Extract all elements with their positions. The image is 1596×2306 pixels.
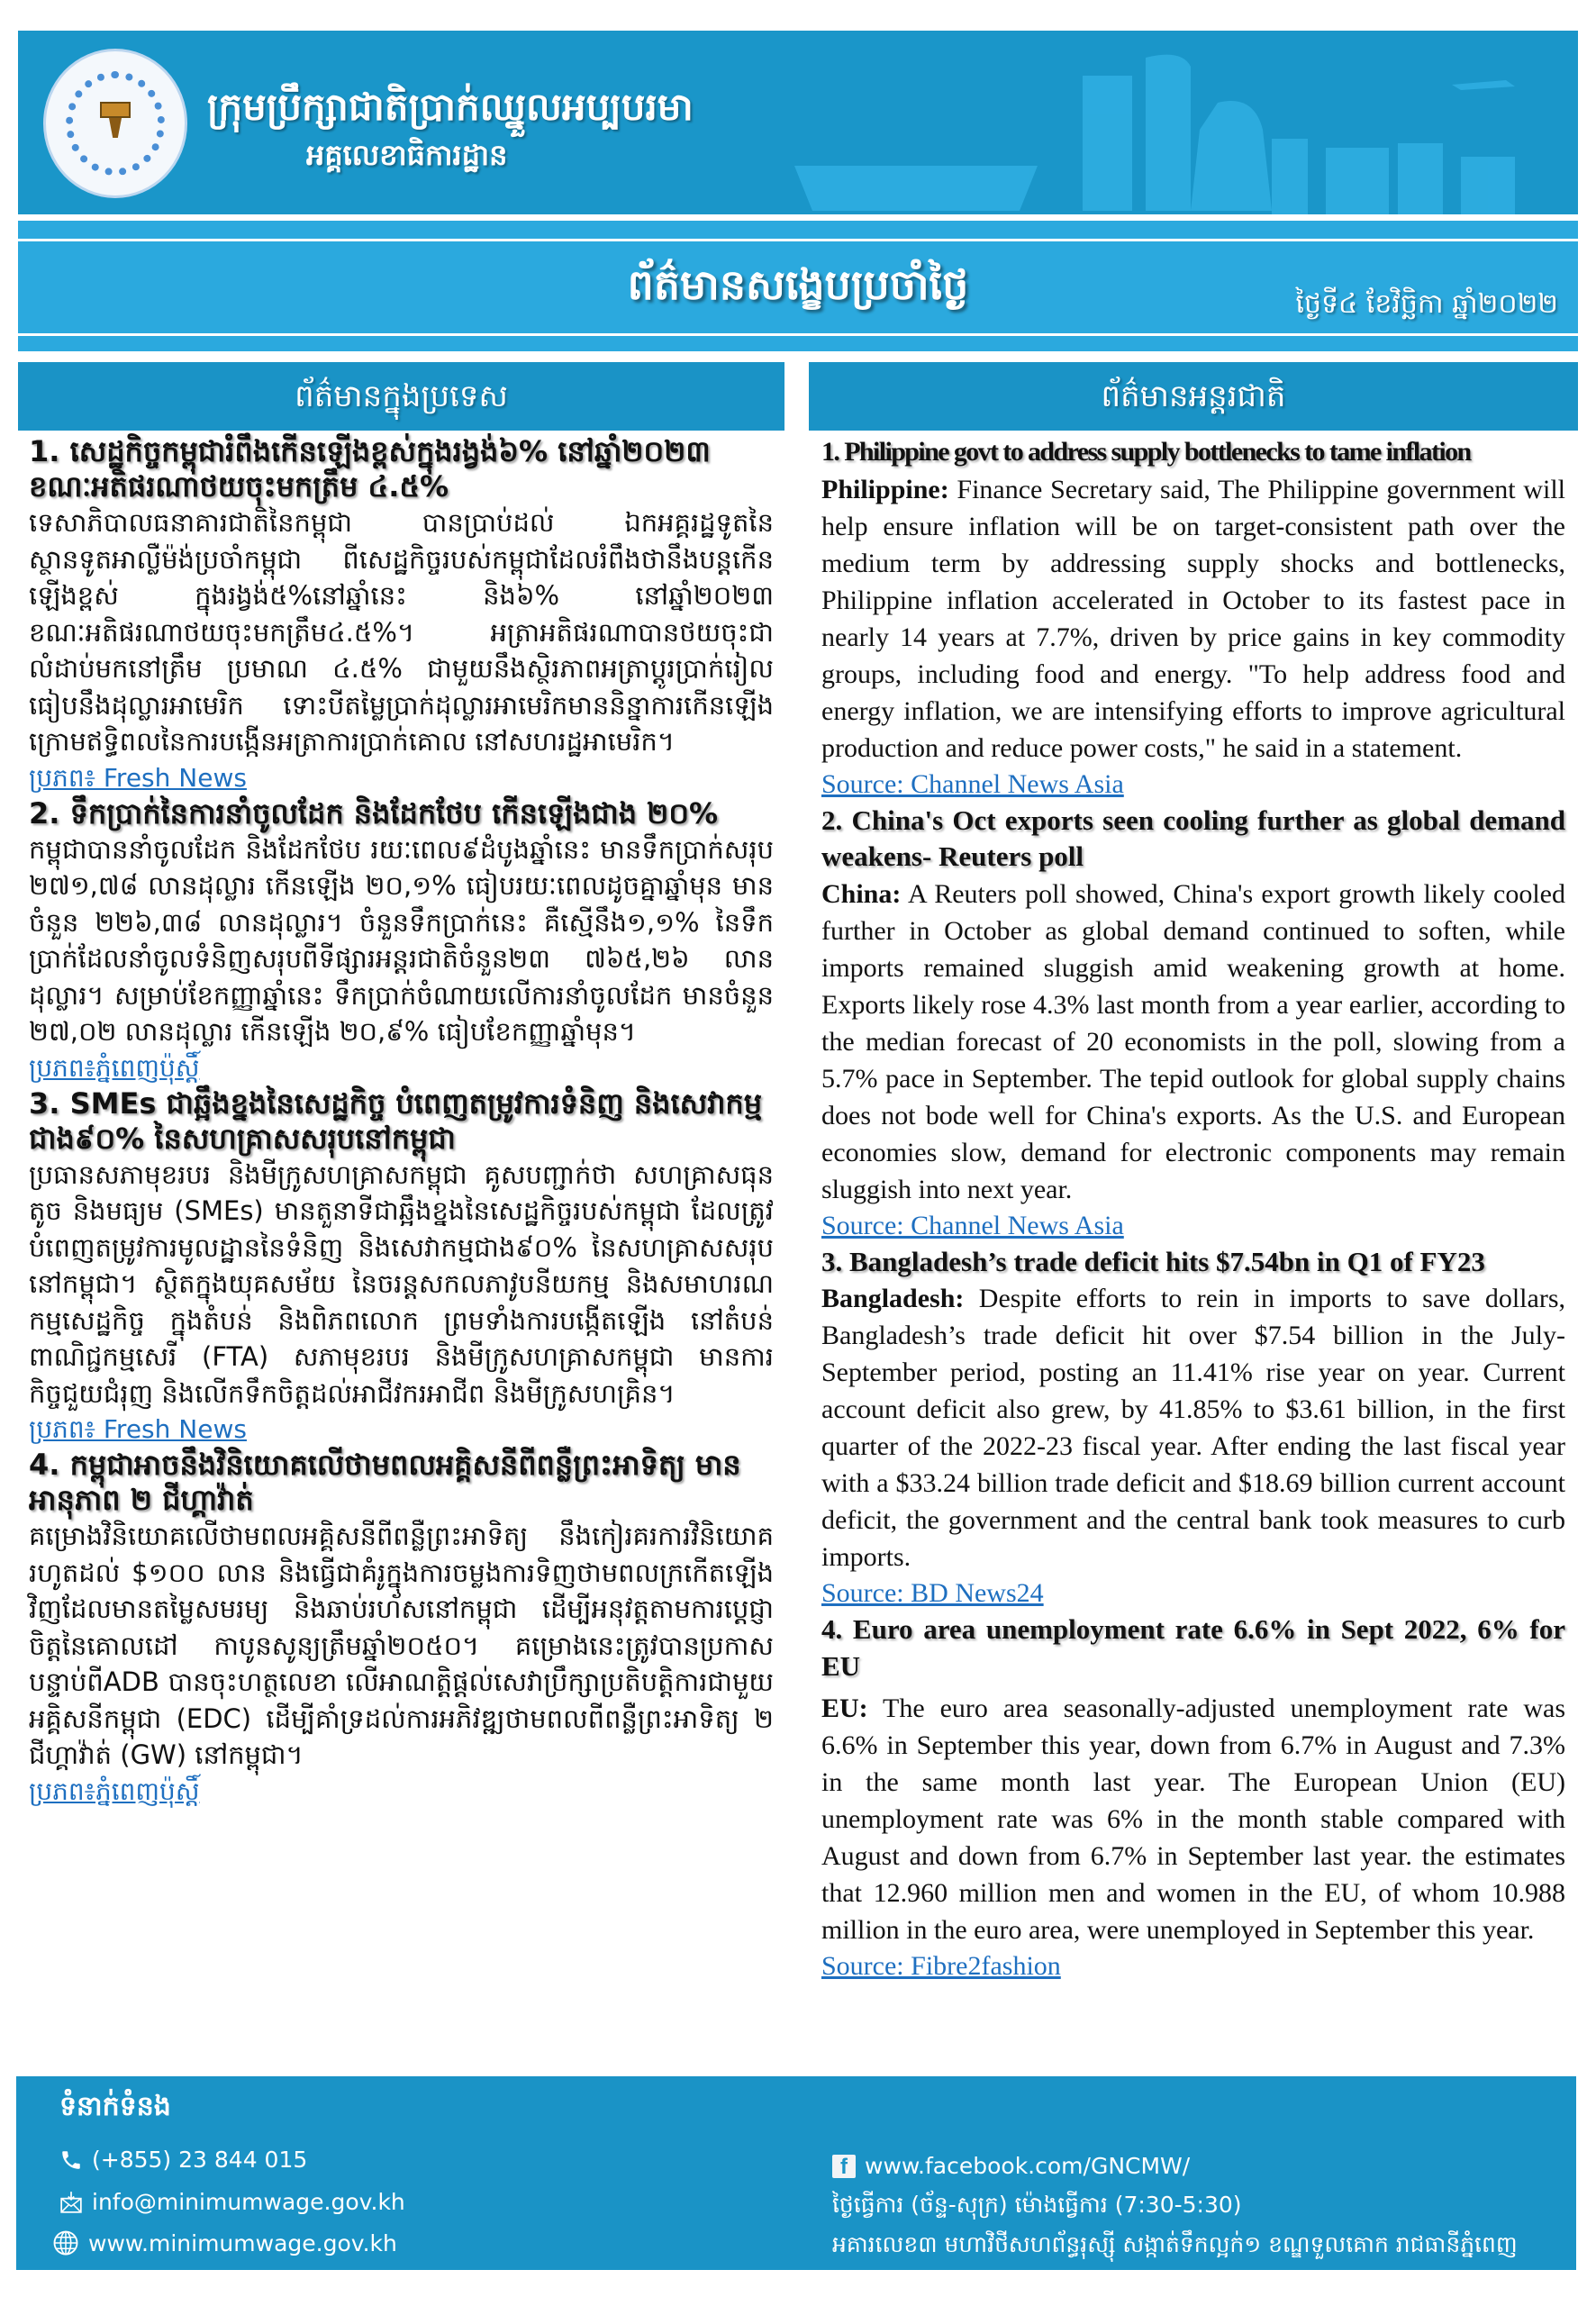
- logo-emblem: [100, 102, 131, 145]
- article-source-link[interactable]: ប្រភព៖ភ្នំពេញប៉ុស្តិ៍: [29, 1775, 200, 1806]
- article-body: ទេសាភិបាលធនាគារជាតិនៃកម្ពុជា បានប្រាប់ដល់ ឯកអគ្គរដ្ឋទូតនៃស្ថានទូតអាល្លឺម៉ង់ប្រចាំកម្ពុជា ពីសេដ្ឋកិច្ចរបស់កម្ពុជាដែលរំពឹងថានឹងបន្តកើនឡើងខ្ពស់ ក្នុងរង្វង់៥%នៅឆ្នាំនេះ និង៦% នៅឆ្នាំ២០២៣ ខណៈអតិផរណាថយចុះមកត្រឹម៤.៥%។ អត្រាអតិផរណាបានថយចុះជាលំដាប់មកនៅត្រឹម ប្រមាណ ៤.៥% ជាមួយនឹងស្ថិរភាពអត្រាប្តូរប្រាក់រៀល ធៀបនឹងដុល្លារអាមេរិក ទោះបីតម្លៃប្រាក់ដុល្លារអាមេរិកមាននិន្នាការកើនឡើង ក្រោមឥទ្ធិពលនៃការបង្កើនអត្រាការប្រាក់គោល នៅសហរដ្ឋអាមេរិក។: [29, 507, 774, 757]
- working-hours: ថ្ងៃធ្វើការ (ច័ន្ទ-សុក្រ) ម៉ោងធ្វើការ (7:30-5:30): [832, 2192, 1242, 2218]
- article-source-link[interactable]: Source: Channel News Asia: [821, 768, 1124, 799]
- domestic-article: [29, 1086, 774, 1448]
- skyline-illustration: [767, 31, 1578, 214]
- facebook-contact: [832, 2153, 1190, 2179]
- organization-logo: [43, 49, 187, 198]
- article-source-link[interactable]: ប្រភព៖ Fresh News: [29, 1414, 247, 1444]
- domestic-article: [29, 1448, 774, 1810]
- domestic-article: [29, 796, 774, 1086]
- mail-icon: [59, 2191, 83, 2214]
- article-text: The euro area seasonally-adjusted unemployment rate was 6.6% in September this year, down from 6.7% in August and 7.3% in the same month last year. The European Union (EU) unemployment rate was 6% in the month stable compared with August and down from 6.7% in September last year. the estimates that 12.960 million men and women in the EU, of whom 10.988 million in the euro area, were unemployed in September this year.: [821, 1693, 1565, 1945]
- globe-icon: [52, 2229, 79, 2256]
- article-source-link[interactable]: ប្រភព៖ភ្នំពេញប៉ុស្តិ៍: [29, 1052, 200, 1083]
- article-source-link[interactable]: Source: BD News24: [821, 1578, 1044, 1608]
- article-title: 2. China's Oct exports seen cooling further as global demand weakens- Reuters poll: [821, 803, 1565, 872]
- international-article: [821, 803, 1565, 1244]
- domestic-article: [29, 434, 774, 796]
- article-body: [821, 1280, 1565, 1575]
- website-contact: [52, 2229, 397, 2256]
- facebook-icon: f: [832, 2155, 856, 2178]
- article-title: 1. សេដ្ឋកិច្ចកម្ពុជារំពឹងកើនឡើងខ្ពស់ក្នុងរង្វង់៦% នៅឆ្នាំ២០២៣ ខណៈអតិផរណាថយចុះមកត្រឹម ៤.៥%: [29, 434, 711, 504]
- title-band: [18, 241, 1578, 333]
- article-title: 3. Bangladesh’s trade deficit hits $7.54bn in Q1 of FY23: [821, 1245, 1485, 1277]
- title-band-bottom: [18, 336, 1578, 351]
- article-body: ប្រធានសភាមុខរបរ និងមីក្រូសហគ្រាសកម្ពុជា គូសបញ្ជាក់ថា សហគ្រាសធុនតូច និងមធ្យម (SMEs) មានតួនាទីជាឆ្អឹងខ្នងនៃសេដ្ឋកិច្ចរបស់កម្ពុជា ដែលត្រូវបំពេញតម្រូវការមូលដ្ឋាននៃទំនិញ និងសេវាកម្មជាង៩០% នៃសហគ្រាសសរុបនៅកម្ពុជា។ ស្ថិតក្នុងយុគសម័យ នៃចរន្តសកលភាវូបនីយកម្ម និងសមាហរណកម្មសេដ្ឋកិច្ច ក្នុងតំបន់ និងពិភពលោក ព្រមទាំងការបង្កើតឡើង នៅតំបន់ពាណិជ្ជកម្មសេរី (FTA) សភាមុខរបរ និងមីក្រូសហគ្រាសកម្ពុជា មានការកិច្ចជួយជំរុញ និងលើកទឹកចិត្តដល់អាជីវករអាជីព និងមីក្រូសហគ្រិន។: [29, 1158, 774, 1409]
- phone-icon: [59, 2148, 83, 2172]
- email-address[interactable]: info@minimumwage.gov.kh: [92, 2189, 405, 2215]
- domestic-news-column: [18, 362, 784, 1810]
- email-contact: [59, 2189, 405, 2215]
- phone-contact: [59, 2147, 307, 2173]
- article-body: [821, 471, 1565, 767]
- organization-name: ក្រុមប្រឹក្សាជាតិប្រាក់ឈ្នួលអប្បបរមា: [207, 85, 694, 129]
- page-title: ព័ត៌មានសង្ខេបប្រចាំថ្ងៃ: [627, 260, 969, 309]
- article-country: Bangladesh:: [821, 1284, 965, 1313]
- article-body: គម្រោងវិនិយោគលើថាមពលអគ្គិសនីពីពន្លឺព្រះអាទិត្យ នឹងកៀរគរការវិនិយោគរហូតដល់ $១០០ លាន និងធ្វើជាគំរូក្នុងការចម្លងការទិញថាមពលក្រកើតឡើងវិញដែលមានតម្លៃសមរម្យ និងឆាប់រហ័សនៅកម្ពុជា ដើម្បីអនុវត្តតាមការប្តេជ្ញាចិត្តនៃគោលដៅ កាបូនសូន្យត្រឹមឆ្នាំ២០៥០។ គម្រោងនេះត្រូវបានប្រកាសបន្ទាប់ពីADB បានចុះហត្ថលេខា លើអាណត្តិផ្តល់សេវាប្រឹក្សាប្រតិបត្តិការជាមួយអគ្គិសនីកម្ពុជា (EDC) ដើម្បីគាំទ្រដល់ការអភិវឌ្ឍថាមពលពីពន្លឺព្រះអាទិត្យ ២ ជីហ្គាវ៉ាត់ (GW) នៅកម្ពុជា។: [29, 1521, 774, 1770]
- article-body: [821, 876, 1565, 1208]
- article-text: Despite efforts to rein in imports to save dollars, Bangladesh’s trade deficit hit over $7.54 billion in the July-September period, posting an 11.41% rise year on year. Current account deficit also grew, by 41.85% to $3.61 billion, in the first quarter of the 2022-23 fiscal year. After ending the last fiscal year with a $33.24 billion trade deficit and $18.69 billion current account deficit, the government and the central bank took measures to curb imports.: [821, 1284, 1565, 1572]
- issue-date: ថ្ងៃទី៤ ខែវិច្ឆិកា ឆ្នាំ២០២២: [1295, 288, 1558, 320]
- phone-number[interactable]: (+855) 23 844 015: [92, 2147, 308, 2173]
- article-title: 3. SMEs ជាឆ្អឹងខ្នងនៃសេដ្ឋកិច្ច បំពេញតម្រូវការទំនិញ និងសេវាកម្មជាង៩០% នៃសហគ្រាសសរុបនៅកម្ពុជា: [29, 1085, 762, 1156]
- article-title: 2. ទឹកប្រាក់នៃការនាំចូលដែក និងដែកថែប កើនឡើងជាង ២០%: [29, 795, 719, 831]
- article-text: Finance Secretary said, The Philippine government will help ensure inflation will be on target-consistent path over the medium term by addressing supply shocks and bottlenecks, Philippine inflation accelerated in October to its fastest pace in nearly 14 years at 7.7%, driven by price gains in key commodity groups, including food and energy. "To help address food and energy inflation, we are intensifying efforts to improve agricultural production and reduce power costs," he said in a statement.: [821, 474, 1565, 763]
- office-address: អគារលេខ៣ មហាវិថីសហព័ន្ធរុស្ស៊ី សង្កាត់ទឹកល្អក់១ ខណ្ឌទួលគោក រាជធានីភ្នំពេញ: [832, 2231, 1518, 2257]
- article-body: កម្ពុជាបាននាំចូលដែក និងដែកថែប រយៈពេល៩ដំបូងឆ្នាំនេះ មានទឹកប្រាក់សរុប ២៧១,៧៨ លានដុល្លារ កើនឡើង ២០,១% ធៀបរយៈពេលដូចគ្នាឆ្នាំមុន មានចំនួន ២២៦,៣៨ លានដុល្លារ។ ចំនួនទឹកប្រាក់នេះ គឺស្មើនឹង១,១% នៃទឹកប្រាក់ដែលនាំចូលទំនិញសរុបពីទីផ្សារអន្តរជាតិចំនួន២៣ ៧៦៥,២៦ លានដុល្លារ។ សម្រាប់ខែកញ្ញាឆ្នាំនេះ ទឹកប្រាក់ចំណាយលើការនាំចូលដែក មានចំនួន ២៧,០២ លានដុល្លារ កើនឡើង ២០,៩% ធៀបខែកញ្ញាឆ្នាំមុន។: [29, 833, 774, 1047]
- article-body: [821, 1690, 1565, 1948]
- domestic-news-heading: ព័ត៌មានក្នុងប្រទេស: [18, 362, 784, 431]
- contact-footer: [16, 2076, 1576, 2270]
- contact-heading: ទំនាក់ទំនង: [59, 2091, 171, 2122]
- article-title: 1. Philippine govt to address supply bottlenecks to tame inflation: [821, 437, 1471, 467]
- title-band-top: [18, 221, 1578, 239]
- article-title: 4. Euro area unemployment rate 6.6% in Sept 2022, 6% for EU: [821, 1613, 1565, 1682]
- article-source-link[interactable]: Source: Fibre2fashion: [821, 1951, 1061, 1981]
- international-news-heading: ព័ត៌មានអន្តរជាតិ: [809, 362, 1578, 431]
- article-country: China:: [821, 878, 902, 909]
- article-country: EU:: [821, 1693, 868, 1723]
- international-article: [821, 1611, 1565, 1984]
- article-source-link[interactable]: Source: Channel News Asia: [821, 1210, 1124, 1240]
- article-title: 4. កម្ពុជាអាចនឹងវិនិយោគលើថាមពលអគ្គិសនីពីពន្លឺព្រះអាទិត្យ មានអានុភាព ២ ជីហ្គាវ៉ាត់: [29, 1448, 741, 1517]
- facebook-url[interactable]: www.facebook.com/GNCMW/: [865, 2153, 1191, 2179]
- international-article: [821, 1244, 1565, 1612]
- article-source-link[interactable]: ប្រភព៖ Fresh News: [29, 762, 247, 793]
- article-text: A Reuters poll showed, China's export growth likely cooled further in October as global demand continued to soften, while imports remained sluggish amid weakening growth at home. Exports likely rose 4.3% last month from a year earlier, according to the median forecast of 20 economists in the poll, slowing from a 5.7% pace in September. The tepid outlook for global supply chains does not bode well for China's exports. As the U.S. and European economies slow, demand for electronic components may remain sluggish into next year.: [821, 878, 1565, 1204]
- article-country: Philippine:: [821, 474, 949, 504]
- organization-subtitle: អគ្គលេខាធិការដ្ឋាន: [306, 138, 508, 172]
- international-article: [821, 434, 1565, 803]
- international-news-column: [809, 362, 1578, 1984]
- website-url[interactable]: www.minimumwage.gov.kh: [88, 2229, 397, 2256]
- header-banner: [18, 31, 1578, 214]
